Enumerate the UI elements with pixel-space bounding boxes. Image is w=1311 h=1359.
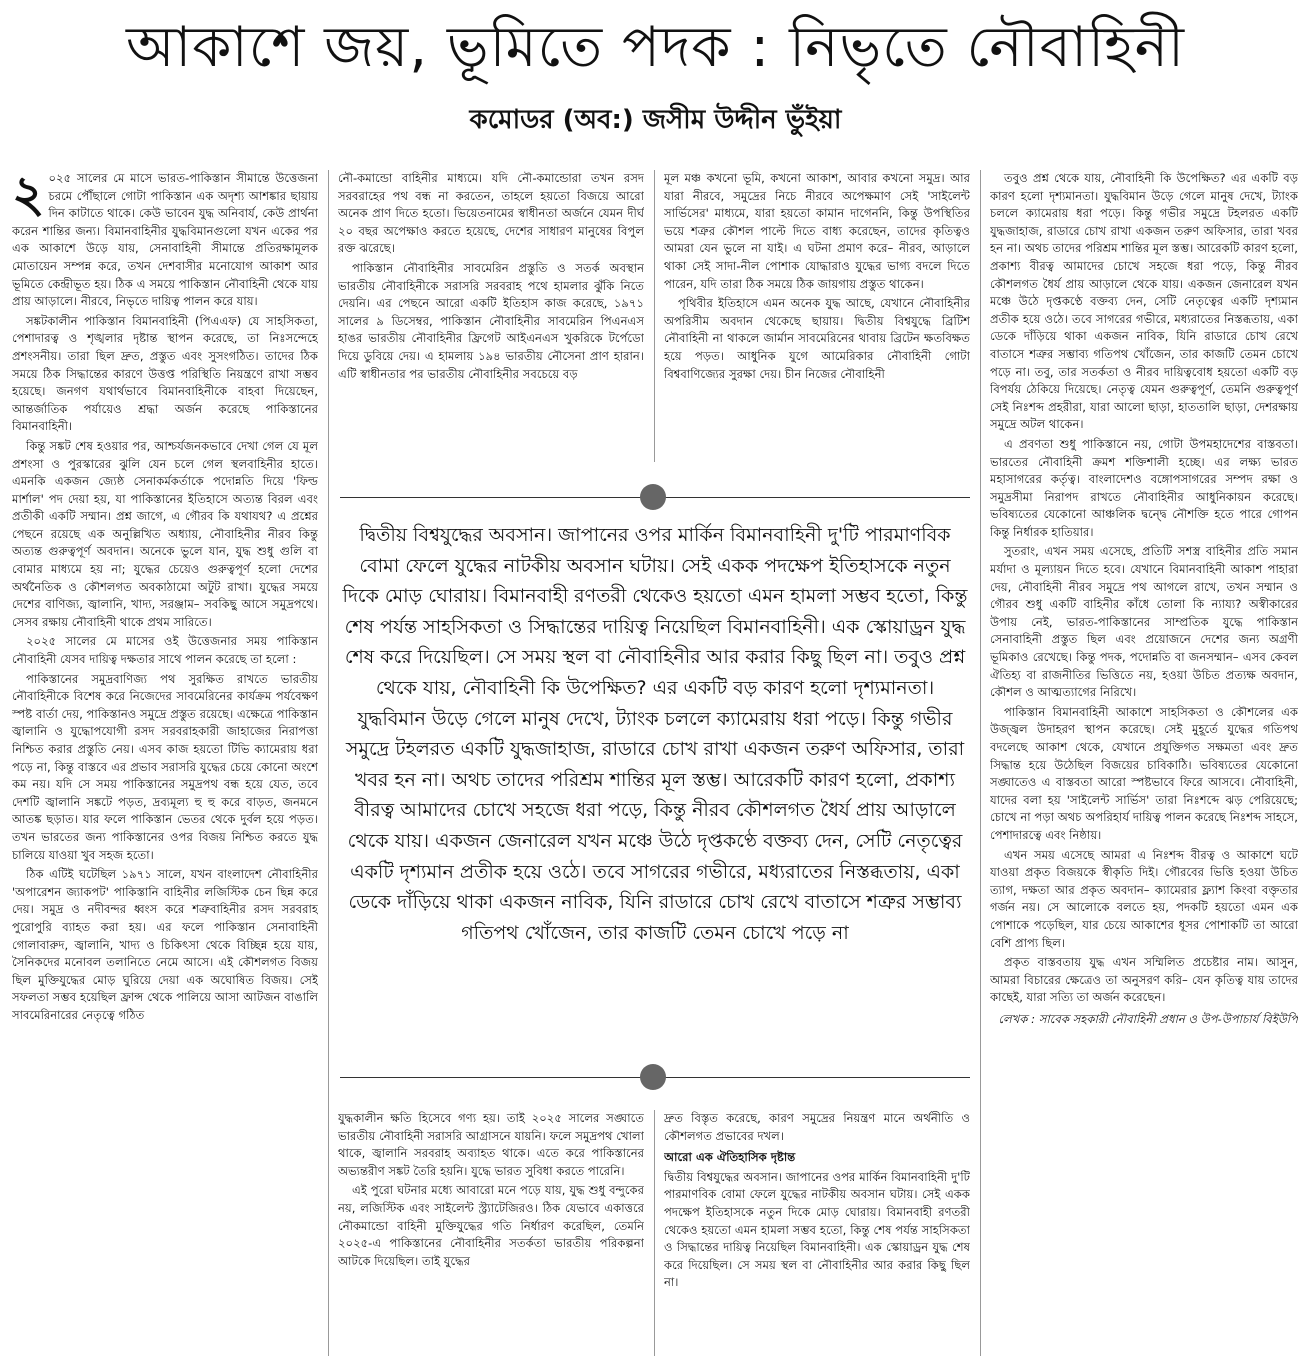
paragraph: পাকিস্তান বিমানবাহিনী আকাশে সাহসিকতা ও কৌশলের এক উজ্জ্বল উদাহরণ স্থাপন করেছে। সেই মুহূর্তে যুদ্ধের গতিপথ বদলেছে আকাশ থেকে, যেখানে প্রযুক্তিগত সক্ষমতা এবং দ্রুত সিদ্ধান্ত হয়ে উঠেছিল বিজয়ের চাবিকাঠি। ভবিষ্যতের যেকোনো সঙ্ঘাতেও এ বাস্তবতা আরো স্পষ্টভাবে ফিরে আসবে। নৌবাহিনী, যাদের বলা হয় 'সাইলেন্ট সার্ভিস' তারা নিঃশব্দে ঝড় পেরিয়েছে; চোখে না পড়া অথচ অপরিহার্য দায়িত্ব পালন করেছে নিঃশব্দ সাহসে, পেশাদারত্বে এবং নিষ্ঠায়। bbox=[990, 704, 1298, 842]
paragraph bbox=[12, 170, 318, 311]
column-4 bbox=[990, 170, 1298, 1356]
pullquote-dot-top bbox=[640, 484, 666, 510]
paragraph: ঠিক এটিই ঘটেছিল ১৯৭১ সালে, যখন বাংলাদেশ নৌবাহিনীর 'অপারেশন জ্যাকপট' পাকিস্তানি বাহিনীর লজিস্টিক চেন ছিন্ন করে দেয়। সমুদ্র ও নদীবন্দর ধ্বংস করে শত্রুবাহিনীর রসদ সরবরাহ পুরোপুরি ব্যাহত করা হয়। এর ফলে পাকিস্তান সেনাবাহিনী গোলাবারুদ, জ্বালানি, খাদ্য ও চিকিৎসা থেকে বিচ্ছিন্ন হয়ে যায়, সৈনিকদের মনোবল তলানিতে নেমে আসে। এই কৌশলগত বিজয় ছিল মুক্তিযুদ্ধের মোড় ঘুরিয়ে দেয়া এক অঘোষিত বিজয়। সেই সফলতা সম্ভব হয়েছিল ফ্রান্স থেকে পালিয়ে আসা আটজন বাঙালি সাবমেরিনারের নেতৃত্বে গঠিত bbox=[12, 867, 318, 1022]
paragraph: নৌ-কমান্ডো বাহিনীর মাধ্যমে। যদি নৌ-কমান্ডোরা তখন রসদ সরবরাহের পথ বন্ধ না করতেন, তাহলে হয়তো বিজয়ে আরো অনেক প্রাণ দিতে হতো। ভিয়েতনামের স্বাধীনতা অর্জনে যেমন দীর্ঘ ২০ বছর অপেক্ষাও করতে হয়েছে, দেশের সাধারণ মানুষের বিপুল রক্ত ঝরেছে। bbox=[338, 171, 644, 256]
column-2-top bbox=[338, 170, 644, 462]
paragraph: দ্রুত বিস্তৃত করেছে, কারণ সমুদ্রের নিয়ন্ত্রণ মানে অর্থনীতি ও কৌশলগত প্রভাবের দখল। bbox=[664, 1111, 970, 1143]
paragraph: মূল মঞ্চ কখনো ভূমি, কখনো আকাশ, আবার কখনো সমুদ্র। আর যারা নীরবে, সমুদ্রের নিচে নীরবে অপেক্ষমাণ সেই 'সাইলেন্ট সার্ভিসের' মাধ্যমে, যারা হয়তো কামান দাগেননি, কিন্তু উপস্থিতির ভয়ে শত্রুর কৌশল পাল্টে দিতে বাধ্য করেছেন, তাদের কৃতিত্বও আমরা যেন ভুলে না যাই। এ ঘটনা প্রমাণ করে– নীরব, আড়ালে থাকা সেই সাদা-নীল পোশাক যোদ্ধারাও যুদ্ধের ভাগ্য বদলে দিতে পারেন, যদি তারা ঠিক সময়ে ঠিক জায়গায় প্রস্তুত থাকেন। bbox=[664, 171, 970, 291]
paragraph: তবুও প্রশ্ন থেকে যায়, নৌবাহিনী কি উপেক্ষিত? এর একটি বড় কারণ হলো দৃশ্যমানতা। যুদ্ধবিমান উড়ে গেলে মানুষ দেখে, ট্যাংক চললে ক্যামেরায় ধরা পড়ে। কিন্তু গভীর সমুদ্রে টহলরত একটি যুদ্ধজাহাজ, রাডারে চোখ রাখা একজন তরুণ অফিসার, তারা খবর হন না। অথচ তাদের পরিশ্রম শান্তির মূল স্তম্ভ। আরেকটি কারণ হলো, প্রকাশ্য বীরত্ব আমাদের চোখে সহজে ধরা পড়ে, কিন্তু নীরব কৌশলগত ধৈর্য প্রায় আড়ালে থেকে যায়। একজন জেনারেল যখন মঞ্চে উঠে দৃপ্তকণ্ঠে বক্তব্য দেন, সেটি নেতৃত্বের একটি দৃশ্যমান প্রতীক হয়ে ওঠে। তবে সাগরের গভীরে, মধ্যরাতের নিস্তব্ধতায়, একা ডেকে দাঁড়িয়ে থাকা একজন নাবিক, যিনি রাডারে চোখ রেখে বাতাসে শত্রুর সম্ভাব্য গতিপথ খোঁজেন, তার কাজটি তেমন চোখে পড়ে না। তবু, তার সতর্কতা ও নীরব দায়িত্ববোধ হয়তো একটি বড় বিপর্যয় ঠেকিয়ে দিয়েছে। নেতৃত্ব যেমন গুরুত্বপূর্ণ, তেমনি গুরুত্বপূর্ণ সেই নিঃশব্দ প্রহরীরা, যারা আলো ছাড়া, হাততালি ছাড়া, দেশরক্ষায় সমুদ্রে অটল থাকেন। bbox=[990, 171, 1298, 432]
paragraph: পৃথিবীর ইতিহাসে এমন অনেক যুদ্ধ আছে, যেখানে নৌবাহিনীর অপরিসীম অবদান থেকেছে ছায়ায়। দ্বিতীয় বিশ্বযুদ্ধে ব্রিটিশ নৌবাহিনী না থাকলে জার্মান সাবমেরিনের থাবায় ব্রিটেন ক্ষতবিক্ষত হয়ে পড়ত। আধুনিক যুগে আমেরিকার নৌবাহিনী গোটা বিশ্ববাণিজ্যের সুরক্ষা দেয়। চীন নিজের নৌবাহিনী bbox=[664, 296, 970, 381]
paragraph: পাকিস্তান নৌবাহিনীর সাবমেরিন প্রস্তুতি ও সতর্ক অবস্থান ভারতীয় নৌবাহিনীকে সরাসরি সরবরাহ পথে হামলার ঝুঁকি নিতে দেয়নি। এর পেছনে আরো একটি ইতিহাস কাজ করেছে, ১৯৭১ সালের ৯ ডিসেম্বর, পাকিস্তান নৌবাহিনীর সাবমেরিন পিএনএস হাঙর ভারতীয় নৌবাহিনীর ফ্রিগেট আইএনএস খুকরিকে টর্পেডো দিয়ে ডুবিয়ে দেয়। এ হামলায় ১৯৪ ভারতীয় নৌসেনা প্রাণ হারান। এটি স্বাধীনতার পর ভারতীয় নৌবাহিনীর সবচেয়ে বড় bbox=[338, 260, 644, 381]
pullquote: দ্বিতীয় বিশ্বযুদ্ধের অবসান। জাপানের ওপর মার্কিন বিমানবাহিনী দু'টি পারমাণবিক বোমা ফেলে যুদ্ধের নাটকীয় অবসান ঘটায়। সেই একক পদক্ষেপ ইতিহাসকে নতুন দিকে মোড় ঘোরায়। বিমানবাহী রণতরী থেকেও হয়তো এমন হামলা সম্ভব হতো, কিন্তু শেষ পর্যন্ত সাহসিকতা ও সিদ্ধান্তের দায়িত্ব নিয়েছিল বিমানবাহিনী। এক স্কোয়াড্রন যুদ্ধ শেষ করে দিয়েছিল। সে সময় স্থল বা নৌবাহিনীর আর করার কিছু ছিল না। তবুও প্রশ্ন থেকে যায়, নৌবাহিনী কি উপেক্ষিত? এর একটি বড় কারণ হলো দৃশ্যমানতা। যুদ্ধবিমান উড়ে গেলে মানুষ দেখে, ট্যাংক চললে ক্যামেরায় ধরা পড়ে। কিন্তু গভীর সমুদ্রে টহলরত একটি যুদ্ধজাহাজ, রাডারে চোখ রাখা একজন তরুণ অফিসার, তারা খবর হন না। অথচ তাদের পরিশ্রম শান্তির মূল স্তম্ভ। আরেকটি কারণ হলো, প্রকাশ্য বীরত্ব আমাদের চোখে সহজে ধরা পড়ে, কিন্তু নীরব কৌশলগত ধৈর্য প্রায় আড়ালে থেকে যায়। একজন জেনারেল যখন মঞ্চে উঠে দৃপ্তকণ্ঠে বক্তব্য দেন, সেটি নেতৃত্বের একটি দৃশ্যমান প্রতীক হয়ে ওঠে। তবে সাগরের গভীরে, মধ্যরাতের নিস্তব্ধতায়, একা ডেকে দাঁড়িয়ে থাকা একজন নাবিক, যিনি রাডারে চোখ রেখে বাতাসে শত্রুর সম্ভাব্য গতিপথ খোঁজেন, তার কাজটি তেমন চোখে পড়ে না bbox=[342, 524, 968, 944]
column-2-bottom bbox=[338, 1110, 644, 1356]
pullquote-dot-bottom bbox=[640, 1064, 666, 1090]
paragraph: পাকিস্তানের সমুদ্রবাণিজ্য পথ সুরক্ষিত রাখতে ভারতীয় নৌবাহিনীকে বিশেষ করে নিজেদের সাবমেরিনের কার্যক্রম পর্যবেক্ষণ স্পষ্ট বার্তা দেয়, পাকিস্তানও সমুদ্রে প্রস্তুত রয়েছে। এক্ষেত্রে পাকিস্তান জ্বালানি ও যুদ্ধোপযোগী রসদ সরবরাহকারী জাহাজের নিরাপত্তা নিশ্চিত করার প্রস্তুতি নেয়। এসব কাজ হয়তো টিভি ক্যামেরায় ধরা পড়ে না, কিন্তু বাস্তবে এর প্রভাব সরাসরি যুদ্ধের চেয়ে কোনো অংশে কম নয়। যদি সে সময় পাকিস্তানের সমুদ্রপথ বন্ধ হয়ে যেত, তবে দেশটি জ্বালানি সঙ্কটে পড়ত, দ্রব্যমূল্য হু হু করে বাড়ত, জনমনে আতঙ্ক ছড়াত। যার ফলে পাকিস্তান ভেতর থেকে দুর্বল হয়ে পড়ত। তখন ভারতের জন্য পাকিস্তানের ওপর বিজয় নিশ্চিত করতে যুদ্ধ চালিয়ে যাওয়া খুব সহজ হতো। bbox=[12, 671, 318, 862]
subheading: আরো এক ঐতিহাসিক দৃষ্টান্ত bbox=[664, 1150, 796, 1165]
byline: কমোডর (অব:) জসীম উদ্দীন ভুঁইয়া bbox=[469, 105, 842, 135]
paragraph: সুতরাং, এখন সময় এসেছে, প্রতিটি সশস্ত্র বাহিনীর প্রতি সমান মর্যাদা ও মূল্যায়ন দিতে হবে। যেখানে বিমানবাহিনী আকাশ পাহারা দেয়, নৌবাহিনী নীরব সমুদ্রে পথ আগলে রাখে, তখন সম্মান ও গৌরব শুধু একটি বাহিনীর কাঁধে তোলা কি ন্যায্য? অস্বীকারের উপায় নেই, ভারত-পাকিস্তানের সাম্প্রতিক যুদ্ধে পাকিস্তান সেনাবাহিনী প্রস্তুত ছিল এবং প্রয়োজনে দেশের জন্য অগ্রণী ভূমিকাও রেখেছে। কিন্তু পদক, পদোন্নতি বা জনসম্মান– এসব কেবল ঐতিহ্য বা রাজনীতির ভিত্তিতে নয়, হওয়া উচিত প্রত্যক্ষ অবদান, কৌশল ও আত্মত্যাগের নিরিখে। bbox=[990, 544, 1298, 700]
paragraph: যুদ্ধকালীন ক্ষতি হিসেবে গণ্য হয়। তাই ২০২৫ সালের সঙ্ঘাতে ভারতীয় নৌবাহিনী সরাসরি আগ্রাসনে যায়নি। ফলে সমুদ্রপথ খোলা থাকে, জ্বালানি সরবরাহ অব্যাহত থাকে। এতে করে পাকিস্তানের অভ্যন্তরীণ সঙ্কট তৈরি হয়নি। যুদ্ধে ভারত সুবিধা করতে পারেনি। bbox=[338, 1111, 644, 1178]
column-1 bbox=[12, 170, 318, 1356]
column-divider bbox=[980, 170, 981, 1356]
author-note: লেখক : সাবেক সহকারী নৌবাহিনী প্রধান ও উপ-উপাচার্য বিইউপি bbox=[998, 1011, 1298, 1026]
headline: আকাশে জয়, ভূমিতে পদক : নিভৃতে নৌবাহিনী bbox=[125, 15, 1186, 80]
paragraph: এ প্রবণতা শুধু পাকিস্তানে নয়, গোটা উপমহাদেশের বাস্তবতা। ভারতের নৌবাহিনী ক্রমশ শক্তিশালী হচ্ছে। এর লক্ষ্য ভারত মহাসাগরের কর্তৃত্ব। বাংলাদেশও বঙ্গোপসাগরের সম্পদ রক্ষা ও সমুদ্রসীমা নিরাপদ রাখতে নৌবাহিনীর আধুনিকায়ন করেছে। ভবিষ্যতের যেকোনো আঞ্চলিক দ্বন্দ্বে নৌশক্তি হতে পারে গোপন কিন্তু নির্ধারক হাতিয়ার। bbox=[990, 436, 1298, 539]
paragraph: কিন্তু সঙ্কট শেষ হওয়ার পর, আশ্চর্যজনকভাবে দেখা গেল যে মূল প্রশংসা ও পুরস্কারের ঝুলি যেন চলে গেল স্থলবাহিনীর হাতে। এমনকি একজন জ্যেষ্ঠ সেনাকর্মকর্তাকে পদোন্নতি দিয়ে 'ফিল্ড মার্শাল' পদ দেয়া হয়, যা পাকিস্তানের ইতিহাসে অত্যন্ত বিরল এবং প্রতীকী একটি সম্মান। প্রশ্ন জাগে, এ গৌরব কি যথাযথ? এ প্রশ্নের পেছনে রয়েছে এক অনুল্লিখিত অধ্যায়, নৌবাহিনীর নীরব কিন্তু অত্যন্ত গুরুত্বপূর্ণ অবদান। অনেকে ভুলে যান, যুদ্ধ শুধু গুলি বা বোমার মাধ্যমে হয় না; যুদ্ধের চেয়েও গুরুত্বপূর্ণ হলো দেশের অর্থনৈতিক ও কৌশলগত অবকাঠামো অটুট রাখা। যুদ্ধের সময়ে দেশের বাণিজ্য, জ্বালানি, খাদ্য, সরঞ্জাম– সবকিছু আসে সমুদ্রপথে। সেসব রক্ষায় নৌবাহিনী থাকে প্রথম সারিতে। bbox=[12, 438, 318, 629]
paragraph: প্রকৃত বাস্তবতায় যুদ্ধ এখন সম্মিলিত প্রচেষ্টার নাম। আসুন, আমরা বিচারের ক্ষেত্রেও তা অনুসরণ করি– যেন কৃতিত্ব যায় তাদের কাছেই, যারা সত্যি তা অর্জন করেছেন। bbox=[990, 955, 1298, 1005]
dropcap: ২ bbox=[12, 170, 45, 223]
paragraph-text: ০২৫ সালের মে মাসে ভারত-পাকিস্তান সীমান্তে উত্তেজনা চরমে পৌঁছালে গোটা পাকিস্তান এক অদৃশ্য আশঙ্কার ছায়ায় দিন কাটাতে থাকে। কেউ ভাবেন যুদ্ধ অনিবার্য, কেউ প্রার্থনা করেন শান্তির জন্য। বিমানবাহিনীর যুদ্ধবিমানগুলো যখন একের পর এক আকাশে উড়ে যায়, সেনাবাহিনী সীমান্তে প্রতিরক্ষামূলক মোতায়েন সম্পন্ন করে, তখন দেশবাসীর মনোযোগ আকাশ আর ভূমিতে কেন্দ্রীভূত হয়। ঠিক এ সময়ে পাকিস্তান নৌবাহিনী থেকে যায় প্রায় আড়ালে। নীরবে, নিভৃতে দায়িত্ব পালন করে যায়। bbox=[12, 171, 318, 309]
column-divider bbox=[654, 1110, 655, 1356]
paragraph: ২০২৫ সালের মে মাসের ওই উত্তেজনার সময় পাকিস্তান নৌবাহিনী যেসব দায়িত্ব দক্ষতার সাথে পালন করেছে তা হলো : bbox=[12, 634, 318, 667]
column-3-top bbox=[664, 170, 970, 462]
column-divider bbox=[654, 170, 655, 462]
paragraph: এই পুরো ঘটনার মধ্যে আবারো মনে পড়ে যায়, যুদ্ধ শুধু বন্দুকের নয়, লজিস্টিক এবং সাইলেন্ট স্ট্র্যাটেজিরও। ঠিক যেভাবে একাত্তরে নৌকমান্ডো বাহিনী মুক্তিযুদ্ধের গতি নির্ধারণ করেছিল, তেমনি ২০২৫-এ পাকিস্তানের নৌবাহিনীর সতর্কতা ভারতীয় পরিকল্পনা আটকে দিয়েছিল। তাই যুদ্ধের bbox=[338, 1183, 644, 1268]
column-divider bbox=[328, 170, 329, 1356]
column-3-bottom bbox=[664, 1110, 970, 1356]
paragraph: এখন সময় এসেছে আমরা এ নিঃশব্দ বীরত্ব ও আকাশে ঘটে যাওয়া প্রকৃত বিজয়কে স্বীকৃতি দিই। গৌরবের ভিত্তি হওয়া উচিত ত্যাগ, দক্ষতা আর প্রকৃত অবদান– ক্যামেরার ফ্ল্যাশ কিংবা বক্তৃতার গর্জন নয়। সে আলোকে বলতে হয়, পদকটি হয়তো এমন এক পোশাকে পড়েছিল, যার চেয়ে আকাশের ধূসর পোশাকটি তা আরো বেশি প্রাপ্য ছিল। bbox=[990, 847, 1298, 950]
paragraph: সঙ্কটকালীন পাকিস্তান বিমানবাহিনী (পিএএফ) যে সাহসিকতা, পেশাদারত্ব ও শৃঙ্খলার দৃষ্টান্ত স্থাপন করেছে, তা নিঃসন্দেহে প্রশংসনীয়। তারা ছিল দ্রুত, প্রস্তুত এবং সুসংগঠিত। তাদের ঠিক সময়ে ঠিক সিদ্ধান্তের কারণে উত্তপ্ত পরিস্থিতি নিয়ন্ত্রণে রাখা সম্ভব হয়েছে। জনগণ যথার্থভাবে বিমানবাহিনীকে বাহবা দিয়েছেন, আন্তর্জাতিক পর্যায়েও শ্রদ্ধা অর্জন করেছে পাকিস্তানের বিমানবাহিনী। bbox=[12, 313, 318, 434]
paragraph: দ্বিতীয় বিশ্বযুদ্ধের অবসান। জাপানের ওপর মার্কিন বিমানবাহিনী দু'টি পারমাণবিক বোমা ফেলে যুদ্ধের নাটকীয় অবসান ঘটায়। সেই একক পদক্ষেপ ইতিহাসকে নতুন দিকে মোড় ঘোরায়। বিমানবাহী রণতরী থেকেও হয়তো এমন হামলা সম্ভব হতো, কিন্তু শেষ পর্যন্ত সাহসিকতা ও সিদ্ধান্তের দায়িত্ব নিয়েছিল বিমানবাহিনী। এক স্কোয়াড্রন যুদ্ধ শেষ করে দিয়েছিল। সে সময় স্থল বা নৌবাহিনীর আর করার কিছু ছিল না। bbox=[664, 1169, 970, 1290]
